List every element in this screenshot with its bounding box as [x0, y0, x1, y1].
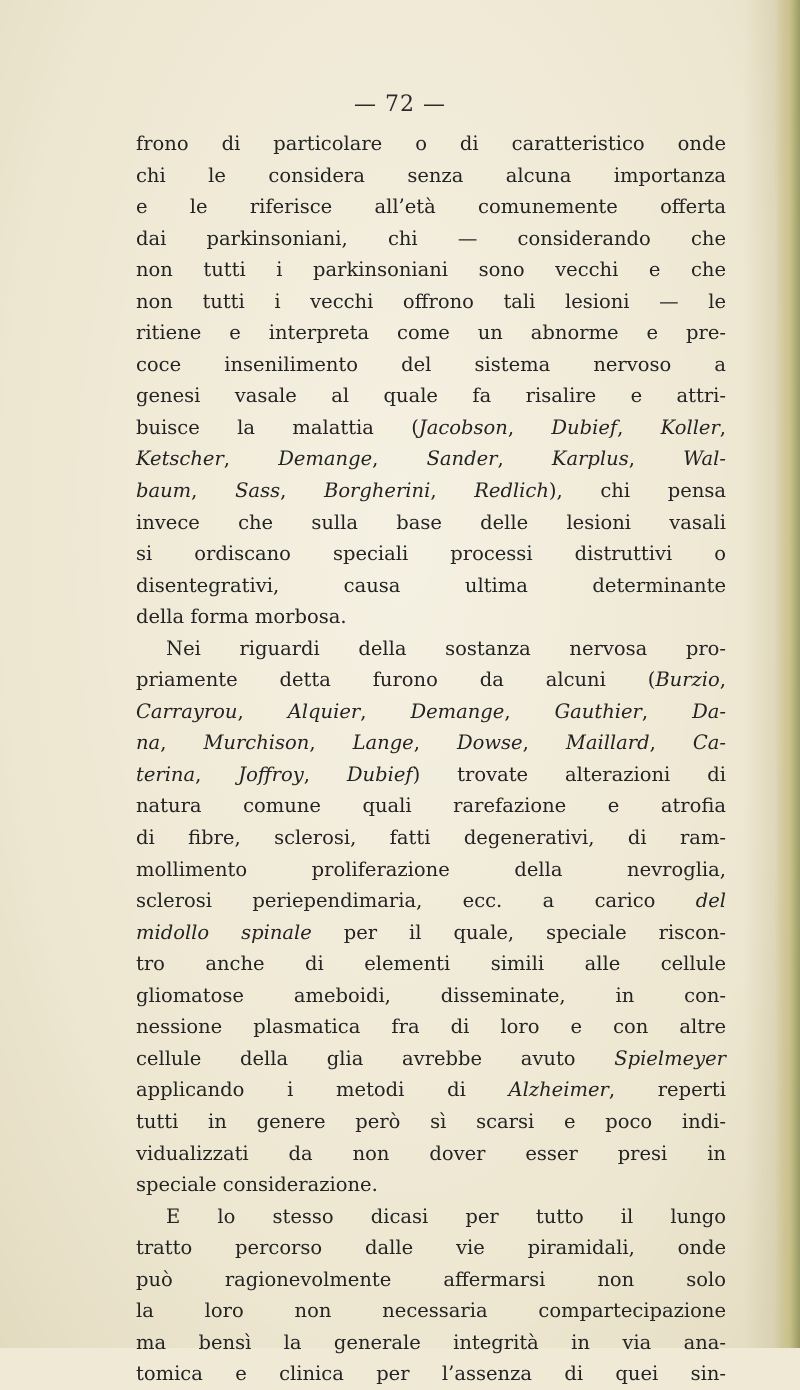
text-line: ma bensì la generale integrità in via ana- [136, 1330, 726, 1354]
text-line: nessione plasmatica fra di loro e con altre [136, 1015, 726, 1039]
text-line: la loro non necessaria compartecipazione [136, 1299, 726, 1323]
text-line: vidualizzati da non dover esser presi in [136, 1141, 726, 1165]
text-line: applicando i metodi di Alzheimer, reperti [136, 1078, 727, 1102]
text-line: chi le considera senza alcuna importanza [136, 163, 726, 187]
text-line: sclerosi periependimaria, ecc. a carico del [136, 889, 726, 913]
page-number: — 72 — [354, 92, 446, 117]
text-line: può ragionevolmente affermarsi non solo [136, 1267, 726, 1291]
text-line: non tutti i vecchi offrono tali lesioni — le [136, 289, 726, 313]
text-line: non tutti i parkinsoniani sono vecchi e che [136, 258, 726, 282]
text-line: cellule della glia avrebbe avuto Spielmeyer [136, 1046, 726, 1070]
text-line: genesi vasale al quale fa risalire e attri- [136, 384, 726, 408]
page-edge-stain [774, 0, 800, 1348]
text-line: Ketscher, Demange, Sander, Karplus, Wal- [136, 447, 726, 471]
body-text [136, 128, 726, 1390]
text-line: frono di particolare o di caratteristico onde [136, 132, 726, 155]
text-line: e le riferisce all’età comunemente offerta [136, 195, 726, 219]
text-line: midollo spinale per il quale, speciale riscon- [136, 920, 726, 944]
text-line: E lo stesso dicasi per tutto il lungo [166, 1204, 726, 1228]
text-line: dai parkinsoniani, chi — considerando che [136, 226, 726, 250]
text-line: ritiene e interpreta come un abnorme e pre- [136, 321, 726, 345]
text-line: si ordiscano speciali processi distruttivi o [136, 542, 726, 566]
text-line: della forma morbosa. [136, 605, 347, 629]
text-line: coce insenilimento del sistema nervoso a [136, 352, 726, 376]
text-line: tro anche di elementi simili alle cellule [136, 952, 726, 976]
text-line: mollimento proliferazione della nevroglia, [136, 857, 726, 881]
text-line: Nei riguardi della sostanza nervosa pro- [166, 636, 726, 660]
text-line: Carrayrou, Alquier, Demange, Gauthier, Da- [136, 699, 726, 723]
text-line: tratto percorso dalle vie piramidali, onde [136, 1236, 726, 1260]
text-line: priamente detta furono da alcuni (Burzio, [136, 668, 726, 692]
text-line: terina, Joffroy, Dubief) trovate alterazioni di [136, 762, 726, 786]
text-line: gliomatose ameboidi, disseminate, in con- [136, 983, 726, 1007]
text-line: tutti in genere però sì scarsi e poco indi- [136, 1109, 726, 1133]
text-line: speciale considerazione. [136, 1173, 378, 1197]
text-line: buisce la malattia (Jacobson, Dubief, Koller, [136, 415, 726, 439]
text-line: invece che sulla base delle lesioni vasali [136, 510, 726, 534]
text-line: di fibre, sclerosi, fatti degenerativi, di ram- [136, 826, 726, 850]
text-line: baum, Sass, Borgherini, Redlich), chi pensa [136, 479, 727, 503]
text-line: na, Murchison, Lange, Dowse, Maillard, Ca- [136, 731, 726, 755]
text-line: tomica e clinica per l’assenza di quei sin- [136, 1362, 726, 1386]
text-line: disentegrativi, causa ultima determinante [136, 573, 726, 597]
text-line: natura comune quali rarefazione e atrofia [136, 794, 726, 818]
